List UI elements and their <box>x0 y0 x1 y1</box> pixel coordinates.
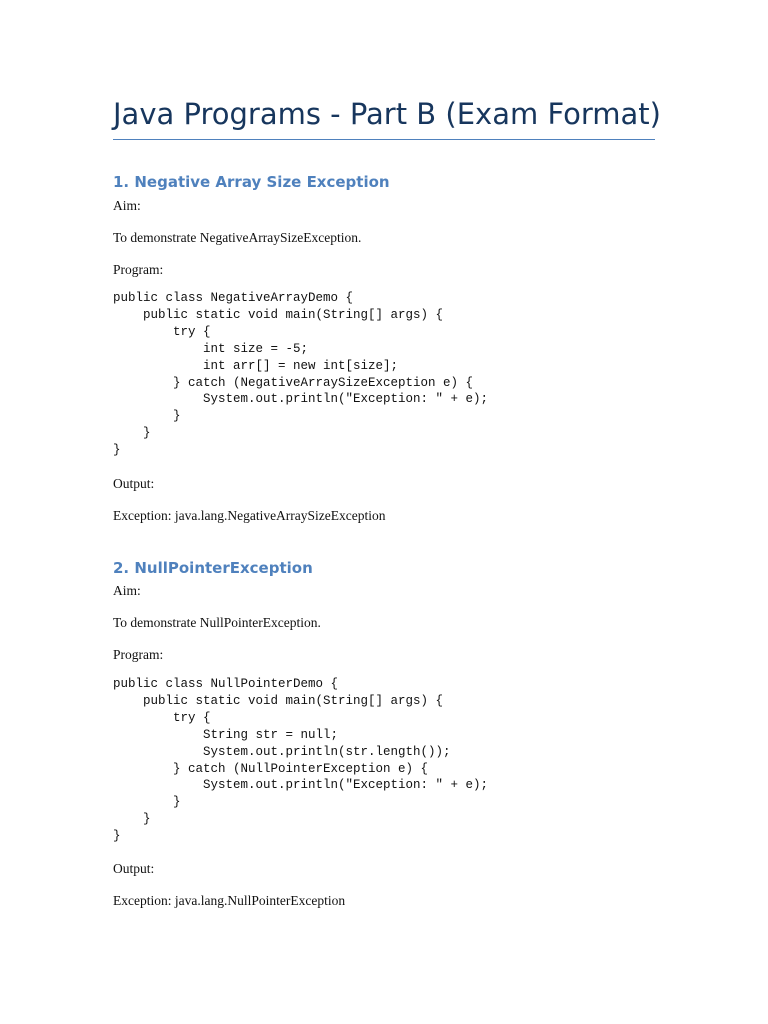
output-text: Exception: java.lang.NegativeArraySizeException <box>113 508 386 523</box>
program-label: Program: <box>113 262 164 277</box>
aim-label: Aim: <box>113 583 141 598</box>
output-label: Output: <box>113 861 155 876</box>
section-heading: 1. Negative Array Size Exception <box>113 173 390 191</box>
aim-text: To demonstrate NegativeArraySizeException. <box>113 230 362 245</box>
document-title: Java Programs - Part B (Exam Format) <box>113 97 661 131</box>
code-block: public class NegativeArrayDemo { public static void main(String[] args) { try { int size = -5; int arr[] = new int[size]; } catch (NegativeArraySizeException e) { System.out.println("Exception: " + e); } } } <box>113 291 489 458</box>
title-underline <box>113 139 655 140</box>
output-text: Exception: java.lang.NullPointerException <box>113 893 346 908</box>
aim-label: Aim: <box>113 198 141 213</box>
output-label: Output: <box>113 476 155 491</box>
program-label: Program: <box>113 647 164 662</box>
section-heading: 2. NullPointerException <box>113 559 313 577</box>
aim-text: To demonstrate NullPointerException. <box>113 615 321 630</box>
code-block: public class NullPointerDemo { public static void main(String[] args) { try { String str = null; System.out.println(str.length()); } catch (NullPointerException e) { System.out.println("Exception: " + e); } } } <box>113 677 489 844</box>
